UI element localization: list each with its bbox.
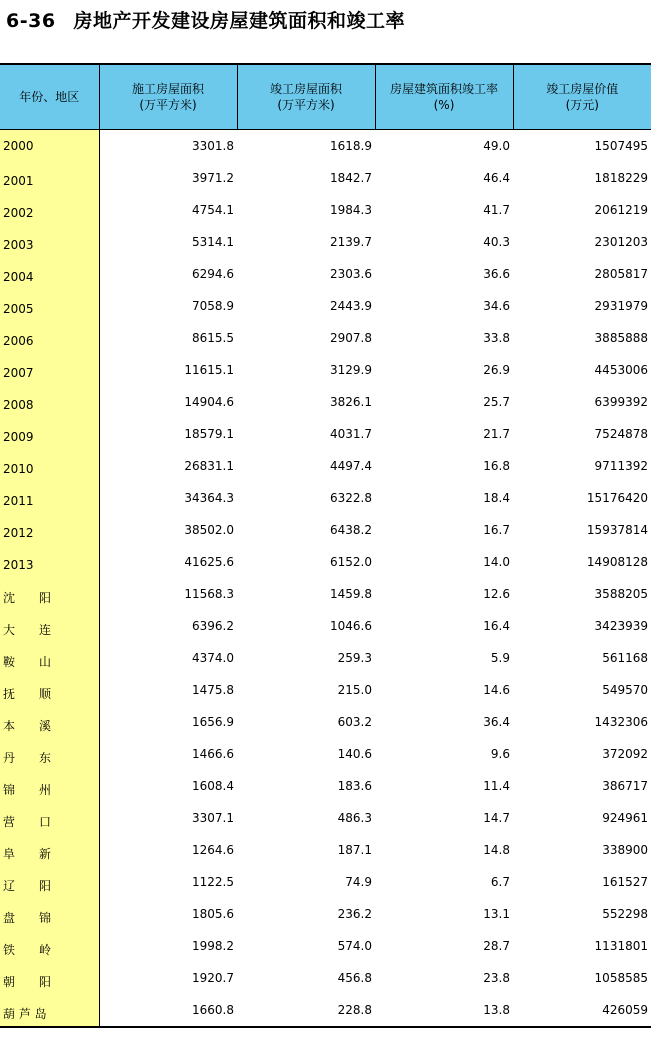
completion-rate-cell: 21.7 [483,427,510,441]
row-label: 2007 [0,354,99,386]
row-label: 2005 [0,290,99,322]
completion-rate-cell: 46.4 [483,171,510,185]
completion-rate-cell: 36.4 [483,715,510,729]
row-label: 盘 锦 [0,898,99,930]
completed-area-cell: 603.2 [337,715,372,729]
completion-rate-cell: 41.7 [483,203,510,217]
construction-area-cell: 1264.6 [192,843,234,857]
completion-rate-cell: 49.0 [483,139,510,153]
table-row [0,386,651,418]
row-label: 2006 [0,322,99,354]
completed-area-cell: 6152.0 [330,555,372,569]
data-table [0,63,651,1028]
completion-rate-cell: 14.0 [483,555,510,569]
completed-area-cell: 187.1 [337,843,372,857]
completed-area-cell: 486.3 [337,811,372,825]
completed-value-cell: 1131801 [594,939,648,953]
completion-rate-cell: 26.9 [483,363,510,377]
completed-value-cell: 4453006 [594,363,648,377]
completion-rate-cell: 14.6 [483,683,510,697]
completed-area-cell: 456.8 [337,971,372,985]
table-row [0,514,651,546]
table-row [0,162,651,194]
completed-area-cell: 1618.9 [330,139,372,153]
completion-rate-cell: 14.7 [483,811,510,825]
completed-value-cell: 6399392 [594,395,648,409]
row-label: 营 口 [0,802,99,834]
table-row [0,290,651,322]
completed-area-cell: 1046.6 [330,619,372,633]
construction-area-cell: 11615.1 [184,363,234,377]
construction-area-cell: 1608.4 [192,779,234,793]
table-row [0,674,651,706]
completion-rate-cell: 6.7 [490,875,510,889]
completed-value-cell: 372092 [602,747,648,761]
table-row [0,450,651,482]
completion-rate-cell: 18.4 [483,491,510,505]
header-completed-area: 竣工房屋面积 (万平方米) [237,64,375,130]
completed-value-cell: 7524878 [594,427,648,441]
completed-area-cell: 574.0 [337,939,372,953]
completed-area-cell: 2139.7 [330,235,372,249]
completion-rate-cell: 28.7 [483,939,510,953]
completed-area-cell: 4031.7 [330,427,372,441]
completed-value-cell: 338900 [602,843,648,857]
construction-area-cell: 3307.1 [192,811,234,825]
table-row [0,322,651,354]
completed-area-cell: 6438.2 [330,523,372,537]
construction-area-cell: 34364.3 [184,491,234,505]
completion-rate-cell: 36.6 [483,267,510,281]
row-label: 2004 [0,258,99,290]
completion-rate-cell: 12.6 [483,587,510,601]
header-construction-area: 施工房屋面积 (万平方米) [99,64,237,130]
completion-rate-cell: 40.3 [483,235,510,249]
completed-value-cell: 1058585 [594,971,648,985]
construction-area-cell: 38502.0 [184,523,234,537]
completion-rate-cell: 9.6 [490,747,510,761]
construction-area-cell: 1998.2 [192,939,234,953]
completed-area-cell: 140.6 [337,747,372,761]
row-label: 鞍 山 [0,642,99,674]
completed-value-cell: 561168 [602,651,648,665]
row-label: 阜 新 [0,834,99,866]
row-label: 丹 东 [0,738,99,770]
completed-value-cell: 2301203 [594,235,648,249]
construction-area-cell: 3301.8 [192,139,234,153]
construction-area-cell: 6396.2 [192,619,234,633]
completed-value-cell: 552298 [602,907,648,921]
completed-value-cell: 3423939 [594,619,648,633]
construction-area-cell: 1122.5 [192,875,234,889]
completion-rate-cell: 25.7 [483,395,510,409]
completed-value-cell: 2931979 [594,299,648,313]
construction-area-cell: 1656.9 [192,715,234,729]
row-label: 2008 [0,386,99,418]
construction-area-cell: 3971.2 [192,171,234,185]
completed-value-cell: 1507495 [594,139,648,153]
row-label: 2011 [0,482,99,514]
completed-value-cell: 2061219 [594,203,648,217]
table-number: 6-36 [6,10,56,32]
table-row [0,930,651,962]
row-label: 辽 阳 [0,866,99,898]
construction-area-cell: 7058.9 [192,299,234,313]
row-label: 铁 岭 [0,930,99,962]
row-label: 锦 州 [0,770,99,802]
table-title: 房地产开发建设房屋建筑面积和竣工率 [73,10,406,32]
construction-area-cell: 4754.1 [192,203,234,217]
completed-value-cell: 386717 [602,779,648,793]
completion-rate-cell: 11.4 [483,779,510,793]
table-row [0,866,651,898]
completed-value-cell: 15937814 [586,523,648,537]
completed-value-cell: 1432306 [594,715,648,729]
row-label: 2000 [0,130,99,163]
table-row [0,994,651,1027]
construction-area-cell: 18579.1 [184,427,234,441]
row-label: 2002 [0,194,99,226]
page-title [6,6,405,33]
construction-area-cell: 4374.0 [192,651,234,665]
completed-area-cell: 2443.9 [330,299,372,313]
completion-rate-cell: 14.8 [483,843,510,857]
completed-area-cell: 1984.3 [330,203,372,217]
completed-area-cell: 3129.9 [330,363,372,377]
completed-value-cell: 14908128 [586,555,648,569]
table-row [0,898,651,930]
table-row [0,770,651,802]
completed-value-cell: 15176420 [586,491,648,505]
row-label: 2009 [0,418,99,450]
construction-area-cell: 11568.3 [184,587,234,601]
completed-area-cell: 74.9 [345,875,372,889]
construction-area-cell: 5314.1 [192,235,234,249]
completion-rate-cell: 16.4 [483,619,510,633]
table-row [0,130,651,163]
table-row [0,418,651,450]
row-label: 2012 [0,514,99,546]
construction-area-cell: 6294.6 [192,267,234,281]
row-label: 抚 顺 [0,674,99,706]
completed-area-cell: 6322.8 [330,491,372,505]
table-body [0,130,651,1028]
completed-value-cell: 924961 [602,811,648,825]
table-row [0,834,651,866]
construction-area-cell: 1475.8 [192,683,234,697]
construction-area-cell: 41625.6 [184,555,234,569]
completed-value-cell: 3885888 [594,331,648,345]
row-label: 葫 芦 岛 [0,994,99,1027]
table-header [0,64,651,130]
row-label: 大 连 [0,610,99,642]
completion-rate-cell: 16.8 [483,459,510,473]
completed-area-cell: 183.6 [337,779,372,793]
header-year-region: 年份、地区 [0,64,99,130]
completed-area-cell: 2303.6 [330,267,372,281]
table-row [0,194,651,226]
completion-rate-cell: 13.8 [375,994,513,1027]
construction-area-cell: 14904.6 [184,395,234,409]
row-label: 2003 [0,226,99,258]
construction-area-cell: 1466.6 [192,747,234,761]
header-completion-rate: 房屋建筑面积竣工率 (%) [375,64,513,130]
table-row [0,802,651,834]
construction-area-cell: 1660.8 [99,994,237,1027]
completed-area-cell: 215.0 [337,683,372,697]
table-row [0,610,651,642]
row-label: 2001 [0,162,99,194]
row-label: 2010 [0,450,99,482]
completed-value-cell: 3588205 [594,587,648,601]
completed-value-cell: 2805817 [594,267,648,281]
completed-area-cell: 228.8 [237,994,375,1027]
table-row [0,962,651,994]
table-row [0,226,651,258]
table-row [0,258,651,290]
completed-value-cell: 1818229 [594,171,648,185]
construction-area-cell: 8615.5 [192,331,234,345]
table-row [0,354,651,386]
completed-area-cell: 4497.4 [330,459,372,473]
completion-rate-cell: 13.1 [483,907,510,921]
construction-area-cell: 1805.6 [192,907,234,921]
completion-rate-cell: 34.6 [483,299,510,313]
table-row [0,482,651,514]
completed-area-cell: 1459.8 [330,587,372,601]
row-label: 2013 [0,546,99,578]
completed-area-cell: 259.3 [337,651,372,665]
row-label: 本 溪 [0,706,99,738]
row-label: 沈 阳 [0,578,99,610]
table-row [0,578,651,610]
completed-value-cell: 161527 [602,875,648,889]
completion-rate-cell: 16.7 [483,523,510,537]
completed-value-cell: 9711392 [594,459,648,473]
completed-area-cell: 236.2 [337,907,372,921]
completed-value-cell: 549570 [602,683,648,697]
construction-area-cell: 1920.7 [192,971,234,985]
completion-rate-cell: 33.8 [483,331,510,345]
completed-area-cell: 2907.8 [330,331,372,345]
completed-area-cell: 1842.7 [330,171,372,185]
header-completed-value: 竣工房屋价值 (万元) [513,64,651,130]
table-row [0,738,651,770]
table-row [0,642,651,674]
completed-area-cell: 3826.1 [330,395,372,409]
completion-rate-cell: 23.8 [483,971,510,985]
completed-value-cell: 426059 [513,994,651,1027]
row-label: 朝 阳 [0,962,99,994]
table-row [0,546,651,578]
completion-rate-cell: 5.9 [490,651,510,665]
construction-area-cell: 26831.1 [184,459,234,473]
table-row [0,706,651,738]
